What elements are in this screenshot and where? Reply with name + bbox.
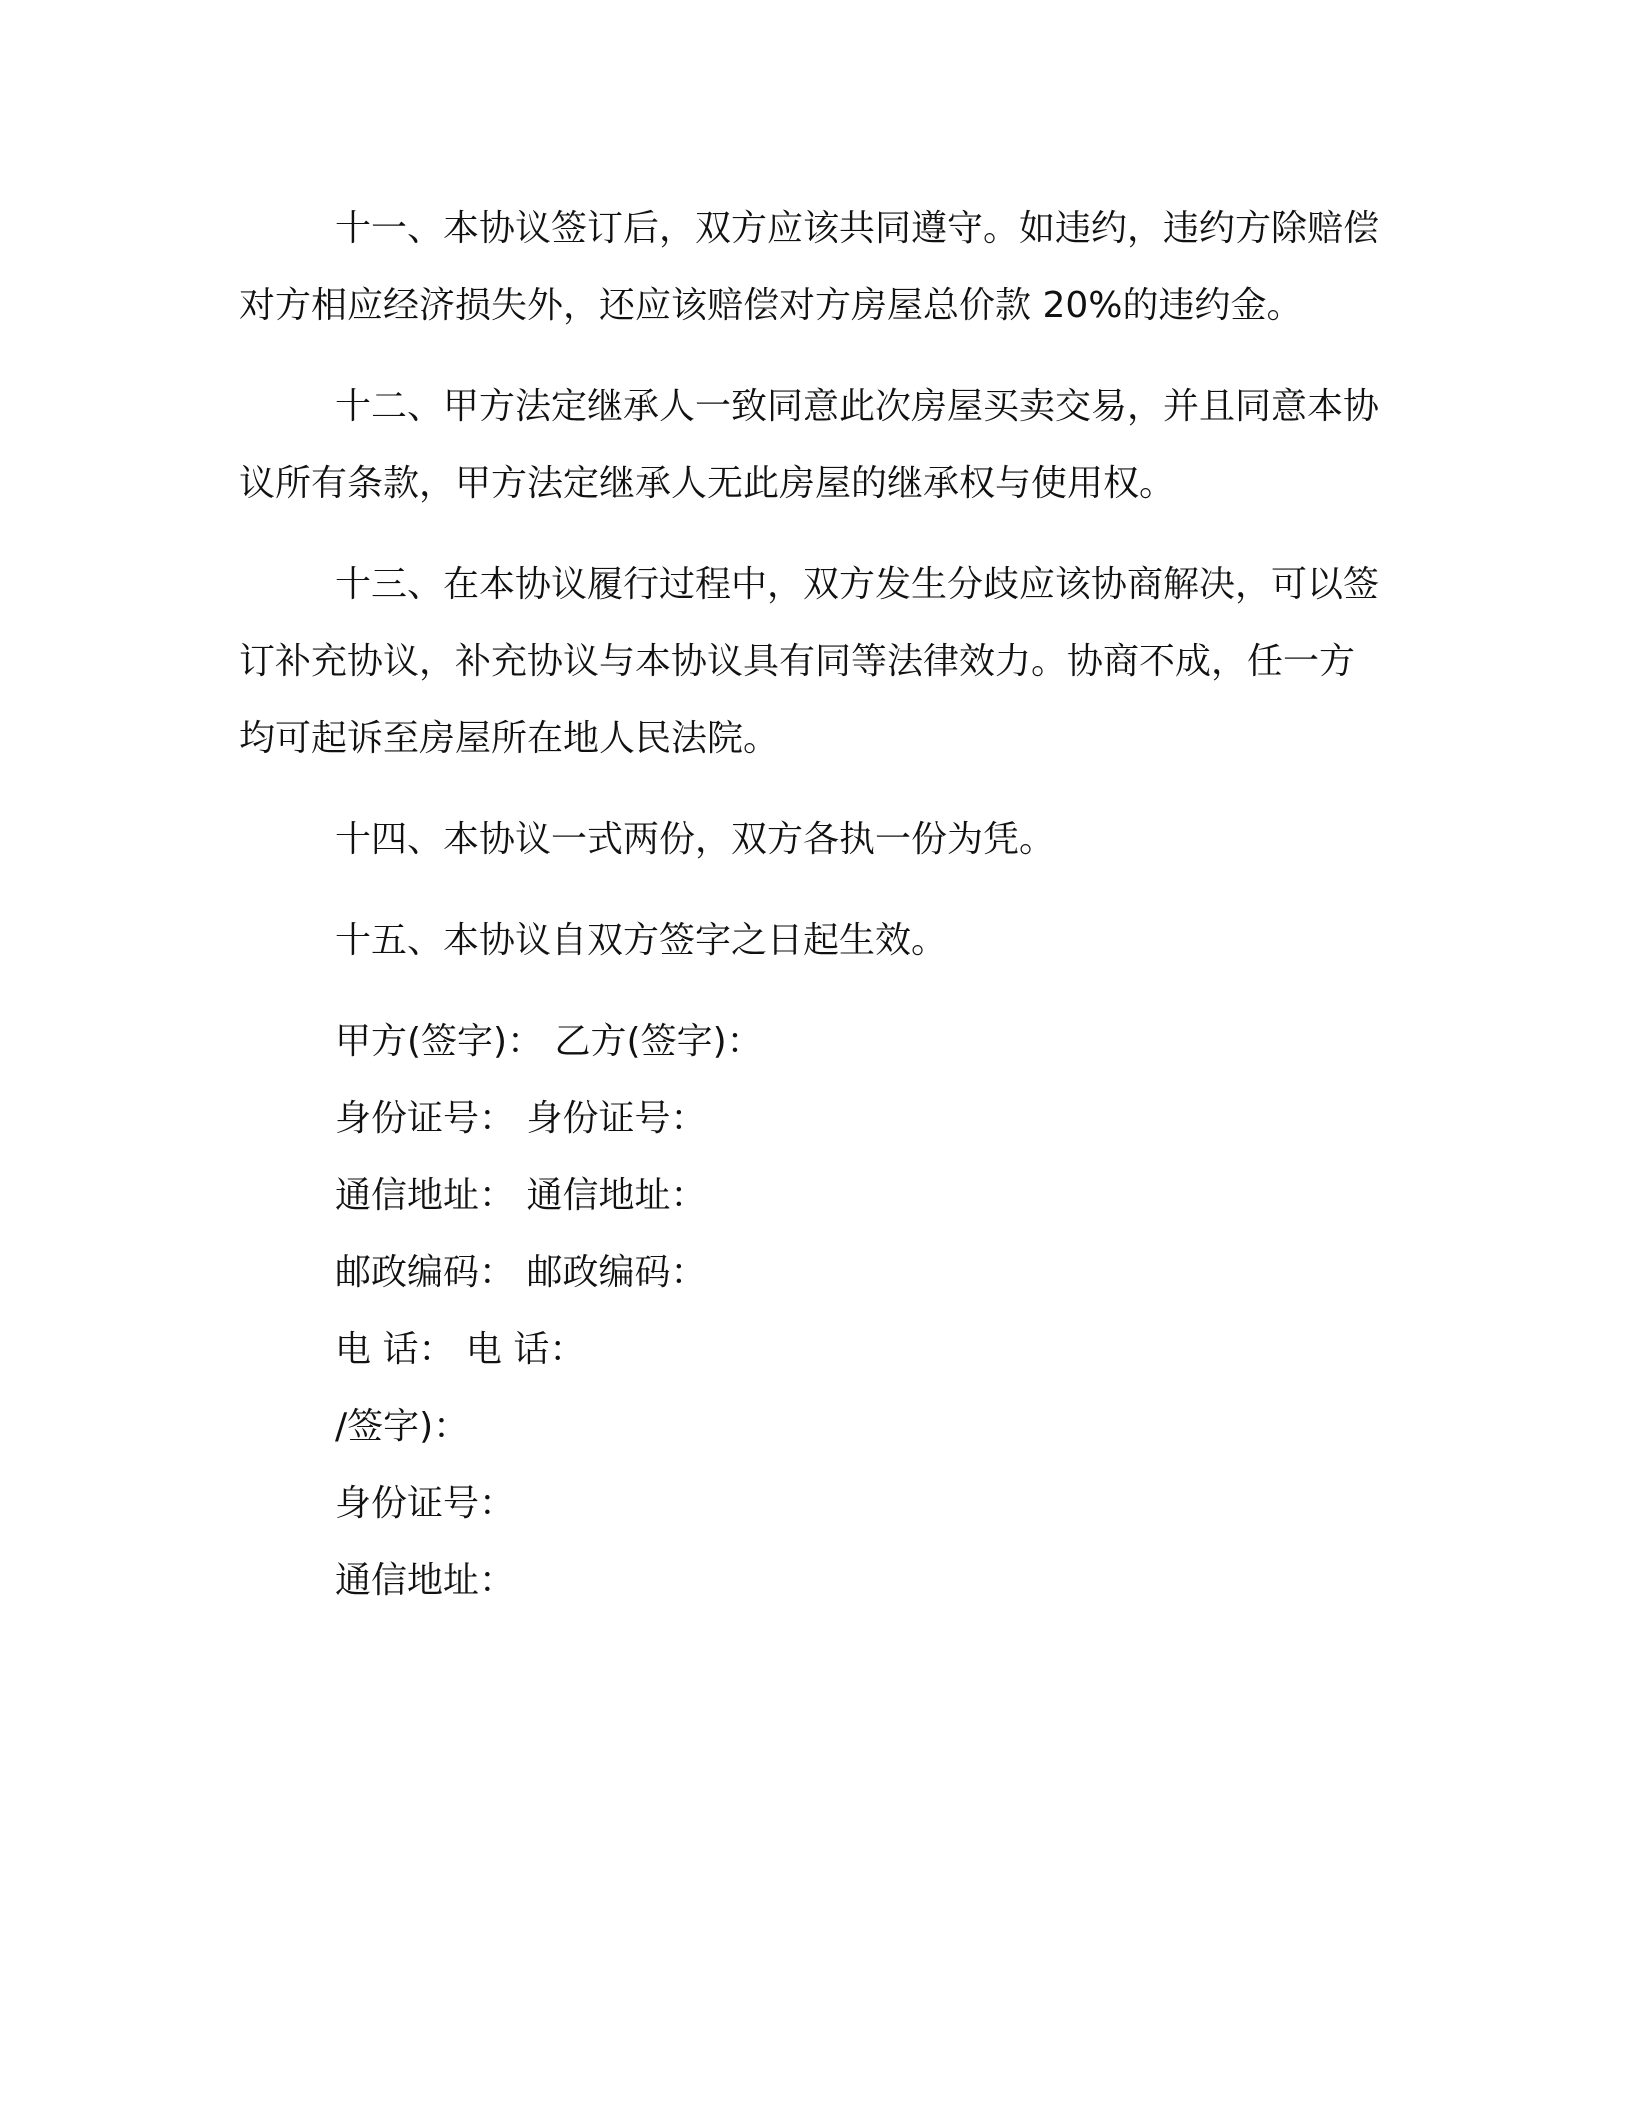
address-line: 通信地址： 通信地址： [335,1175,707,1216]
document-page [239,190,1379,1619]
clause-13: 十三、在本协议履行过程中，双方发生分歧应该协商解决，可以签订补充协议，补充协议与本协议具有同等法律效力。协商不成，任一方均可起诉至房屋所在地人民法院。 [239,564,1380,759]
id-number-line-extra: 身份证号： [335,1483,516,1524]
clause-15: 十五、本协议自双方签字之日起生效。 [335,920,948,961]
clause-12: 十二、甲方法定继承人一致同意此次房屋买卖交易，并且同意本协议所有条款，甲方法定继承人无此房屋的继承权与使用权。 [239,386,1380,504]
address-line-extra: 通信地址： [335,1560,516,1601]
signature-block [239,1003,1379,1619]
signature-line-party-a-b: 甲方(签字)： 乙方(签字)： [335,1021,763,1062]
id-number-line: 身份证号： 身份证号： [335,1098,707,1139]
signature-line-extra: /签字)： [335,1406,470,1447]
postal-code-line: 邮政编码： 邮政编码： [335,1252,707,1293]
clause-14: 十四、本协议一式两份，双方各执一份为凭。 [335,819,1056,860]
phone-line: 电 话： 电 话： [335,1329,586,1370]
clause-11: 十一、本协议签订后，双方应该共同遵守。如违约，违约方除赔偿对方相应经济损失外，还应该赔偿对方房屋总价款 20%的违约金。 [239,208,1380,326]
